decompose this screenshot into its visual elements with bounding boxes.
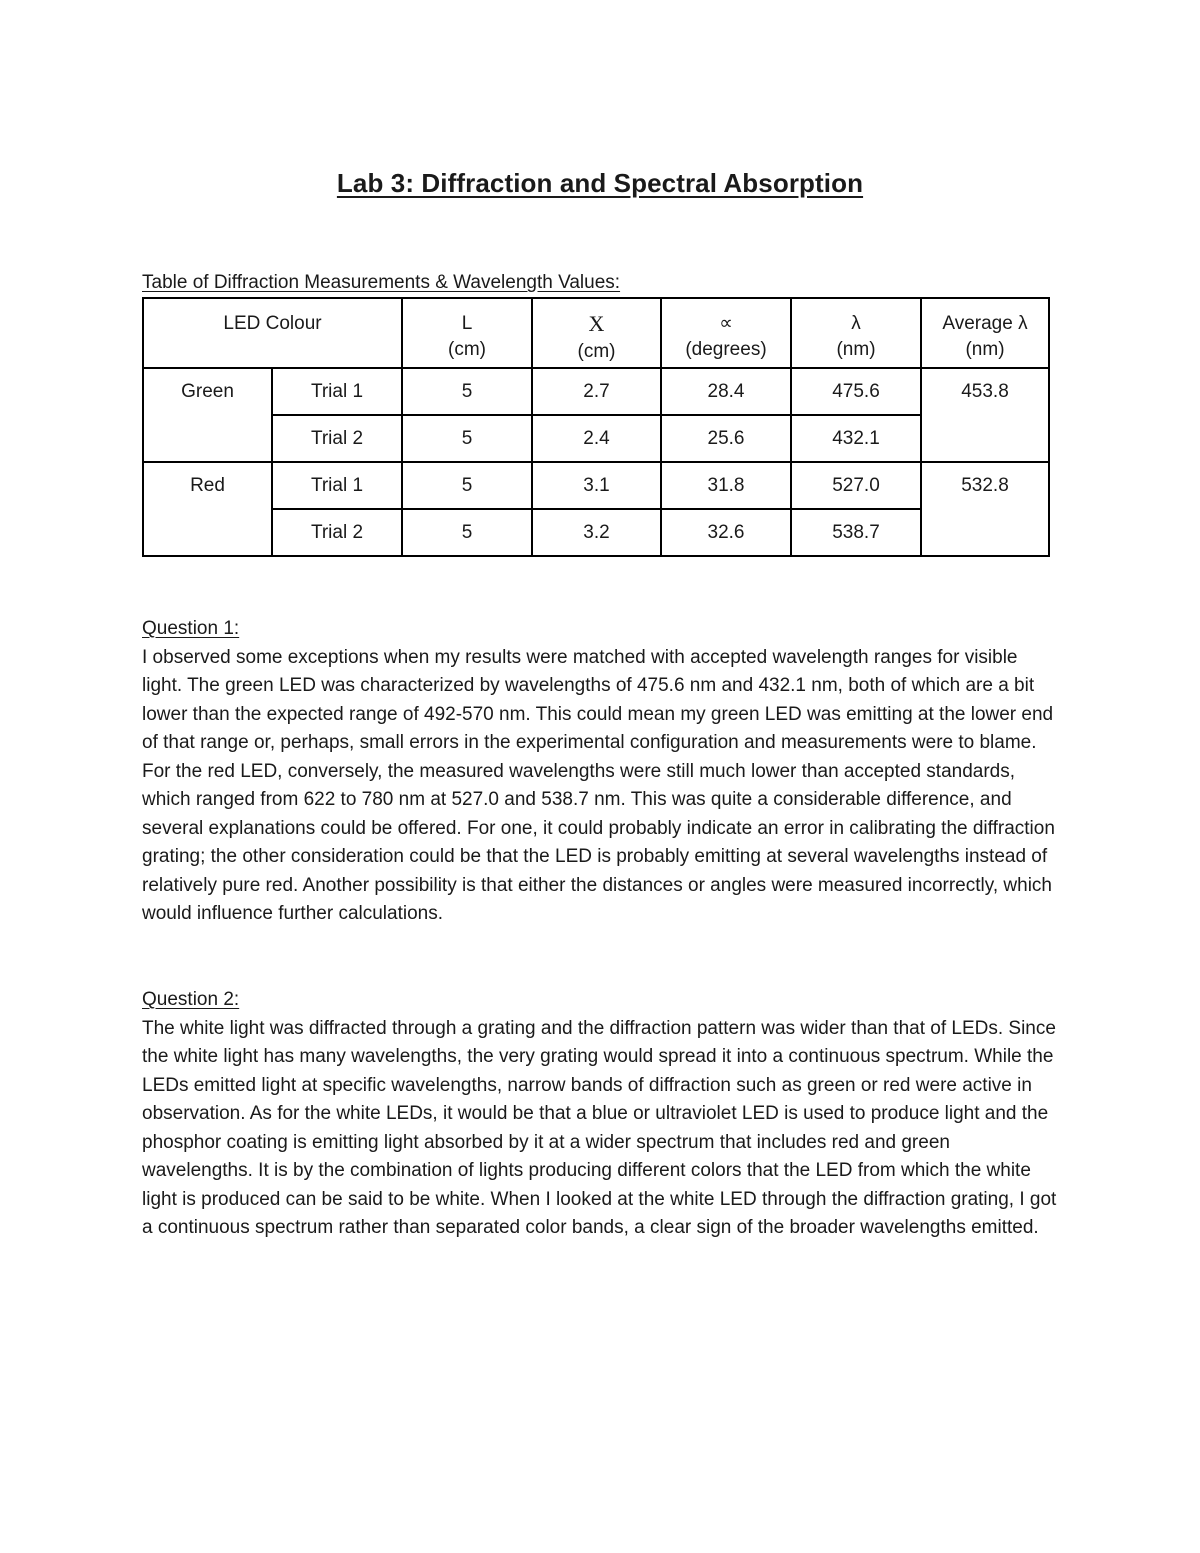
question-1-section <box>142 615 1062 929</box>
table-header-row <box>143 298 1049 368</box>
header-l <box>402 298 532 368</box>
cell-lambda: 432.1 <box>791 415 921 462</box>
cell-trial: Trial 2 <box>272 509 402 556</box>
header-x-label: X <box>588 311 605 336</box>
header-l-unit: (cm) <box>448 339 486 360</box>
cell-x: 2.4 <box>532 415 661 462</box>
question-2-section <box>142 986 1062 1243</box>
cell-x: 3.1 <box>532 462 661 509</box>
cell-trial: Trial 1 <box>272 462 402 509</box>
cell-l: 5 <box>402 462 532 509</box>
header-lambda <box>791 298 921 368</box>
cell-lambda: 538.7 <box>791 509 921 556</box>
cell-x: 3.2 <box>532 509 661 556</box>
table-caption: Table of Diffraction Measurements & Wavelength Values: <box>142 272 621 293</box>
question-2-heading: Question 2: <box>142 989 240 1010</box>
header-x <box>532 298 661 368</box>
cell-colour: Green <box>143 368 272 462</box>
header-alpha-unit: (degrees) <box>685 339 767 360</box>
header-average-lambda-unit: (nm) <box>965 339 1005 360</box>
cell-lambda: 475.6 <box>791 368 921 415</box>
header-average-lambda-label: Average λ <box>942 313 1028 334</box>
cell-lambda: 527.0 <box>791 462 921 509</box>
cell-alpha: 28.4 <box>661 368 791 415</box>
header-alpha <box>661 298 791 368</box>
cell-l: 5 <box>402 368 532 415</box>
table-row <box>143 462 1049 509</box>
table-row <box>143 368 1049 415</box>
cell-trial: Trial 2 <box>272 415 402 462</box>
cell-alpha: 32.6 <box>661 509 791 556</box>
header-led-colour-label: LED Colour <box>223 313 322 334</box>
table-row <box>143 415 1049 462</box>
header-x-unit: (cm) <box>577 341 616 362</box>
page-title: Lab 3: Diffraction and Spectral Absorption <box>336 168 864 198</box>
header-l-label: L <box>461 313 473 334</box>
diffraction-table <box>142 297 1050 557</box>
header-lambda-unit: (nm) <box>836 339 876 360</box>
cell-l: 5 <box>402 415 532 462</box>
header-alpha-label: ∝ <box>719 313 733 334</box>
cell-colour: Red <box>143 462 272 556</box>
cell-x: 2.7 <box>532 368 661 415</box>
table-row <box>143 509 1049 556</box>
header-average-lambda <box>921 298 1049 368</box>
header-lambda-label: λ <box>851 313 861 334</box>
header-led-colour <box>143 298 402 368</box>
cell-trial: Trial 1 <box>272 368 402 415</box>
question-2-body: The white light was diffracted through a grating and the diffraction pattern was wider than that of LEDs. Since the white light has many wavelengths, the very grating would spread it into a continuous spectrum. While the LEDs emitted light at specific wavelengths, narrow bands of diffraction such as green or red were active in observation. As for the white LEDs, it would be that a blue or ultraviolet LED is used to produce light and the phosphor coating is emitting light absorbed by it at a wider spectrum that includes red and green wavelengths. It is by the combination of lights producing different colors that the LED from which the white light is produced can be said to be white. When I looked at the white LED through the diffraction grating, I got a continuous spectrum rather than separated color bands, a clear sign of the broader wavelengths emitted. <box>142 1017 1057 1238</box>
cell-average: 453.8 <box>921 368 1049 462</box>
cell-l: 5 <box>402 509 532 556</box>
question-1-body: I observed some exceptions when my results were matched with accepted wavelength ranges for visible light. The green LED was characterized by wavelengths of 475.6 nm and 432.1 nm, both of which are a bit lower than the expected range of 492-570 nm. This could mean my green LED was emitting at the lower end of that range or, perhaps, small errors in the experimental configuration and measurements were to blame. For the red LED, conversely, the measured wavelengths were still much lower than accepted standards, which ranged from 622 to 780 nm at 527.0 and 538.7 nm. This was quite a considerable difference, and several explanations could be offered. For one, it could probably indicate an error in calibrating the diffraction grating; the other consideration could be that the LED is probably emitting at several wavelengths instead of relatively pure red. Another possibility is that either the distances or angles were measured incorrectly, which would influence further calculations. <box>142 646 1055 924</box>
cell-average: 532.8 <box>921 462 1049 556</box>
question-1-heading: Question 1: <box>142 618 240 639</box>
cell-alpha: 31.8 <box>661 462 791 509</box>
cell-alpha: 25.6 <box>661 415 791 462</box>
